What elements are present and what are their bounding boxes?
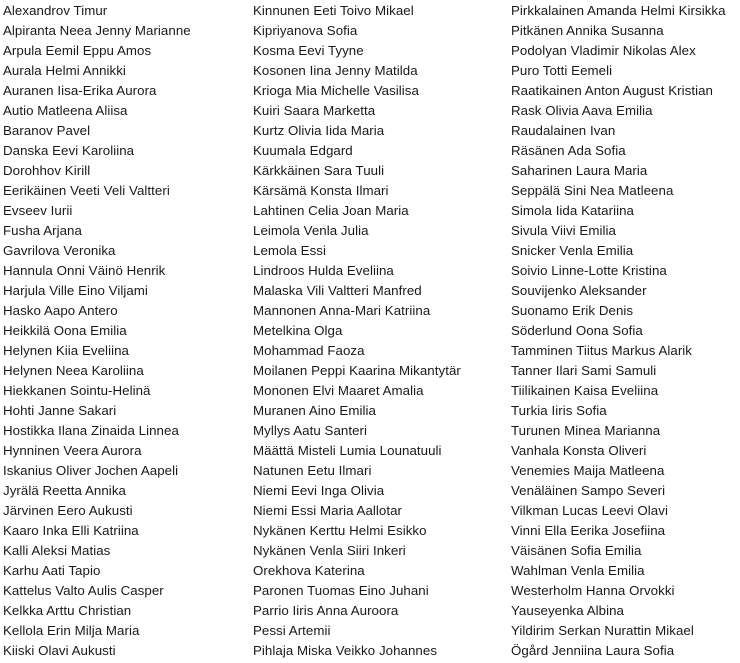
name-entry: Väisänen Sofia Emilia (511, 543, 642, 558)
name-entry: Souvijenko Aleksander (511, 283, 647, 298)
name-entry: Lemola Essi (253, 243, 326, 258)
name-entry: Harjula Ville Eino Viljami (3, 283, 148, 298)
name-entry: Jyrälä Reetta Annika (3, 483, 126, 498)
name-entry: Helynen Kiia Eveliina (3, 343, 129, 358)
name-entry: Muranen Aino Emilia (253, 403, 376, 418)
name-entry: Leimola Venla Julia (253, 223, 369, 238)
name-entry: Moilanen Peppi Kaarina Mikantytär (253, 363, 461, 378)
name-entry: Mohammad Faoza (253, 343, 365, 358)
name-entry: Hohti Janne Sakari (3, 403, 117, 418)
name-entry: Simola Iida Katariina (511, 203, 635, 218)
name-entry: Rask Olivia Aava Emilia (511, 103, 653, 118)
name-entry: Tamminen Tiitus Markus Alarik (511, 343, 693, 358)
name-entry: Venemies Maija Matleena (511, 463, 665, 478)
name-entry: Yauseyenka Albina (511, 603, 624, 618)
name-entry: Turkia Iiris Sofia (511, 403, 607, 418)
name-entry: Sivula Viivi Emilia (511, 223, 616, 238)
name-entry: Helynen Neea Karoliina (3, 363, 144, 378)
name-entry: Suonamo Erik Denis (511, 303, 634, 318)
name-entry: Nykänen Venla Siiri Inkeri (253, 543, 406, 558)
name-entry: Pitkänen Annika Susanna (511, 23, 664, 38)
name-entry: Mannonen Anna-Mari Katriina (253, 303, 431, 318)
name-entry: Raatikainen Anton August Kristian (511, 83, 713, 98)
name-entry: Hiekkanen Sointu-Helinä (3, 383, 151, 398)
name-entry: Fusha Arjana (3, 223, 82, 238)
name-entry: Natunen Eetu Ilmari (253, 463, 372, 478)
name-entry: Raudalainen Ivan (511, 123, 616, 138)
name-entry: Evseev Iurii (3, 203, 73, 218)
name-entry: Kärsämä Konsta Ilmari (253, 183, 389, 198)
name-entry: Ögård Jenniina Laura Sofia (511, 643, 675, 658)
name-entry: Räsänen Ada Sofia (511, 143, 626, 158)
name-entry: Kärkkäinen Sara Tuuli (253, 163, 385, 178)
name-entry: Snicker Venla Emilia (511, 243, 634, 258)
name-entry: Alpiranta Neea Jenny Marianne (3, 23, 191, 38)
name-entry: Söderlund Oona Sofia (511, 323, 643, 338)
name-entry: Arpula Eemil Eppu Amos (3, 43, 152, 58)
name-entry: Kipriyanova Sofia (253, 23, 358, 38)
name-entry: Gavrilova Veronika (3, 243, 116, 258)
name-column-1 (3, 1, 248, 661)
name-column-2 (253, 1, 503, 661)
name-entry: Seppälä Sini Nea Matleena (511, 183, 674, 198)
name-entry: Lahtinen Celia Joan Maria (253, 203, 409, 218)
name-entry: Kaaro Inka Elli Katriina (3, 523, 139, 538)
name-entry: Niemi Eevi Inga Olivia (253, 483, 385, 498)
name-entry: Pessi Artemii (253, 623, 331, 638)
name-entry: Iskanius Oliver Jochen Aapeli (3, 463, 179, 478)
name-entry: Wahlman Venla Emilia (511, 563, 645, 578)
name-entry: Vinni Ella Eerika Josefiina (511, 523, 666, 538)
name-entry: Heikkilä Oona Emilia (3, 323, 127, 338)
name-entry: Podolyan Vladimir Nikolas Alex (511, 43, 696, 58)
name-list (0, 1, 740, 663)
name-entry: Kosma Eevi Tyyne (253, 43, 364, 58)
name-entry: Autio Matleena Aliisa (3, 103, 128, 118)
name-entry: Hasko Aapo Antero (3, 303, 118, 318)
name-entry: Tanner Ilari Sami Samuli (511, 363, 657, 378)
name-entry: Kuumala Edgard (253, 143, 353, 158)
name-entry: Mononen Elvi Maaret Amalia (253, 383, 424, 398)
name-entry: Kurtz Olivia Iida Maria (253, 123, 385, 138)
name-entry: Kosonen Iina Jenny Matilda (253, 63, 418, 78)
name-entry: Nykänen Kerttu Helmi Esikko (253, 523, 427, 538)
name-entry: Pihlaja Miska Veikko Johannes (253, 643, 438, 658)
name-entry: Myllys Aatu Santeri (253, 423, 368, 438)
name-entry: Kelkka Arttu Christian (3, 603, 132, 618)
name-entry: Kalli Aleksi Matias (3, 543, 111, 558)
name-entry: Hynninen Veera Aurora (3, 443, 142, 458)
name-entry: Kuiri Saara Marketta (253, 103, 376, 118)
name-entry: Yildirim Serkan Nurattin Mikael (511, 623, 694, 638)
name-entry: Malaska Vili Valtteri Manfred (253, 283, 422, 298)
name-entry: Turunen Minea Marianna (511, 423, 661, 438)
name-entry: Kattelus Valto Aulis Casper (3, 583, 164, 598)
name-entry: Auranen Iisa-Erika Aurora (3, 83, 157, 98)
name-entry: Danska Eevi Karoliina (3, 143, 135, 158)
name-entry: Kellola Erin Milja Maria (3, 623, 140, 638)
name-entry: Kinnunen Eeti Toivo Mikael (253, 3, 414, 18)
name-entry: Alexandrov Timur (3, 3, 108, 18)
name-entry: Metelkina Olga (253, 323, 343, 338)
name-entry: Pirkkalainen Amanda Helmi Kirsikka (511, 3, 726, 18)
name-column-3 (511, 1, 740, 661)
name-entry: Kiiski Olavi Aukusti (3, 643, 116, 658)
name-entry: Dorohhov Kirill (3, 163, 91, 178)
name-entry: Vanhala Konsta Oliveri (511, 443, 647, 458)
name-entry: Hostikka Ilana Zinaida Linnea (3, 423, 179, 438)
name-entry: Puro Totti Eemeli (511, 63, 613, 78)
name-entry: Eerikäinen Veeti Veli Valtteri (3, 183, 170, 198)
name-entry: Määttä Misteli Lumia Lounatuuli (253, 443, 442, 458)
name-entry: Krioga Mia Michelle Vasilisa (253, 83, 419, 98)
name-entry: Niemi Essi Maria Aallotar (253, 503, 403, 518)
name-entry: Soivio Linne-Lotte Kristina (511, 263, 667, 278)
name-entry: Paronen Tuomas Eino Juhani (253, 583, 429, 598)
name-entry: Aurala Helmi Annikki (3, 63, 126, 78)
name-entry: Saharinen Laura Maria (511, 163, 648, 178)
name-entry: Karhu Aati Tapio (3, 563, 101, 578)
name-entry: Tiilikainen Kaisa Eveliina (511, 383, 659, 398)
name-entry: Orekhova Katerina (253, 563, 365, 578)
name-entry: Parrio Iiris Anna Auroora (253, 603, 399, 618)
name-entry: Järvinen Eero Aukusti (3, 503, 133, 518)
name-entry: Vilkman Lucas Leevi Olavi (511, 503, 668, 518)
name-entry: Hannula Onni Väinö Henrik (3, 263, 166, 278)
name-entry: Baranov Pavel (3, 123, 91, 138)
name-entry: Westerholm Hanna Orvokki (511, 583, 675, 598)
name-entry: Venäläinen Sampo Severi (511, 483, 666, 498)
name-entry: Lindroos Hulda Eveliina (253, 263, 394, 278)
